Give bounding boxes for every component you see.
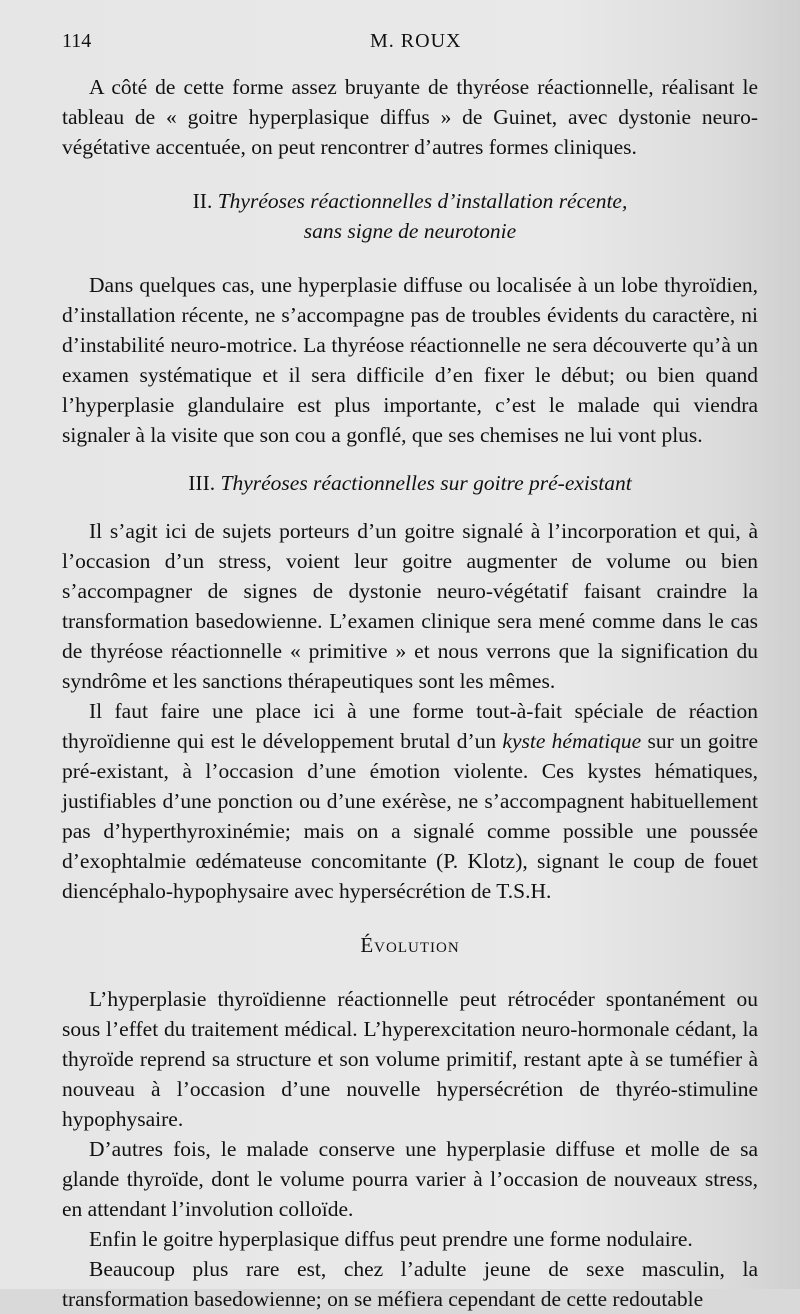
- section-3-paragraph-2-start: Il faut faire une place ici à une forme tout-à-fait spéciale de réaction thyroïdienne qui est le développement brutal d’un: [62, 699, 758, 753]
- section-3-heading: [62, 468, 758, 498]
- evolution-paragraph-3: Enfin le goitre hyperplasique diffus peut prendre une forme nodulaire.: [89, 1227, 693, 1251]
- section-3-numeral: III.: [188, 471, 216, 495]
- section-2-title-line2: sans signe de neurotonie: [303, 219, 517, 243]
- section-2-paragraph: Dans quelques cas, une hyperplasie diffuse ou localisée à un lobe thyroïdien, d’installation récente, ne s’accompagne pas de troubles évidents du caractère, ni d’instabilité neuro-motrice. La thyréose réactionnelle ne sera découverte qu’à un examen systématique et il sera difficile d’en fixer le début; ou bien quand l’hyperplasie glandulaire est plus importante, c’est le malade qui viendra signaler à la visite que son cou a gonflé, que ses chemises ne lui vont plus.: [62, 273, 758, 447]
- evolution-paragraph-1: L’hyperplasie thyroïdienne réactionnelle peut rétrocéder spontanément ou sous l’effet du traitement médical. L’hyperexcitation neuro-hormonale cédant, la thyroïde reprend sa structure et son volume primitif, restant apte à se tuméfier à nouveau à l’occasion d’une nouvelle hypersécrétion de thyréo-stimuline hypophysaire.: [62, 987, 758, 1131]
- page-header: [62, 30, 760, 60]
- page-body: [62, 72, 758, 1314]
- section-2-numeral: II.: [192, 189, 213, 213]
- running-head: M. ROUX: [370, 30, 462, 52]
- evolution-paragraph-4: Beaucoup plus rare est, chez l’adulte jeune de sexe masculin, la transformation basedowienne; on se méfiera cependant de cette redoutable: [62, 1257, 758, 1311]
- evolution-paragraph-2: D’autres fois, le malade conserve une hyperplasie diffuse et molle de sa glande thyroïde, dont le volume pourra varier à l’occasion de nouveaux stress, en attendant l’involution colloïde.: [62, 1137, 758, 1221]
- section-3-title: Thyréoses réactionnelles sur goitre pré-existant: [220, 471, 632, 495]
- page-number: 114: [62, 30, 92, 52]
- section-3-paragraph-2: [62, 696, 758, 906]
- intro-paragraph: A côté de cette forme assez bruyante de thyréose réactionnelle, réalisant le tableau de « goitre hyperplasique diffus » de Guinet, avec dystonie neuro-végétative accentuée, on peut rencontrer d’autres formes cliniques.: [62, 75, 758, 159]
- kyste-hematique-term: kyste hématique: [502, 729, 642, 753]
- section-2-title-line1: Thyréoses réactionnelles d’installation récente,: [217, 189, 628, 213]
- section-3-paragraph-1: Il s’agit ici de sujets porteurs d’un goitre signalé à l’incorporation et qui, à l’occasion d’un stress, voient leur goitre augmenter de volume ou bien s’accompagner de signes de dystonie neuro-végétatif faisant craindre la transformation basedowienne. L’examen clinique sera mené comme dans le cas de thyréose réactionnelle « primitive » et nous verrons que la signification du syndrôme et les sanctions thérapeutiques sont les mêmes.: [62, 519, 758, 693]
- section-3-paragraph-2-end: sur un goitre pré-existant, à l’occasion d’une émotion violente. Ces kystes hématiques, justifiables d’une ponction ou d’une exérèse, ne s’accompagnent habituellement pas d’hyperthyroxinémie; mais on a signalé comme possible une poussée d’exophtalmie œdémateuse concomitante (P. Klotz), signant le coup de fouet diencéphalo-hypophysaire avec hypersécrétion de T.S.H.: [62, 729, 758, 903]
- evolution-heading: Évolution: [360, 933, 460, 957]
- section-2-heading: [62, 186, 758, 246]
